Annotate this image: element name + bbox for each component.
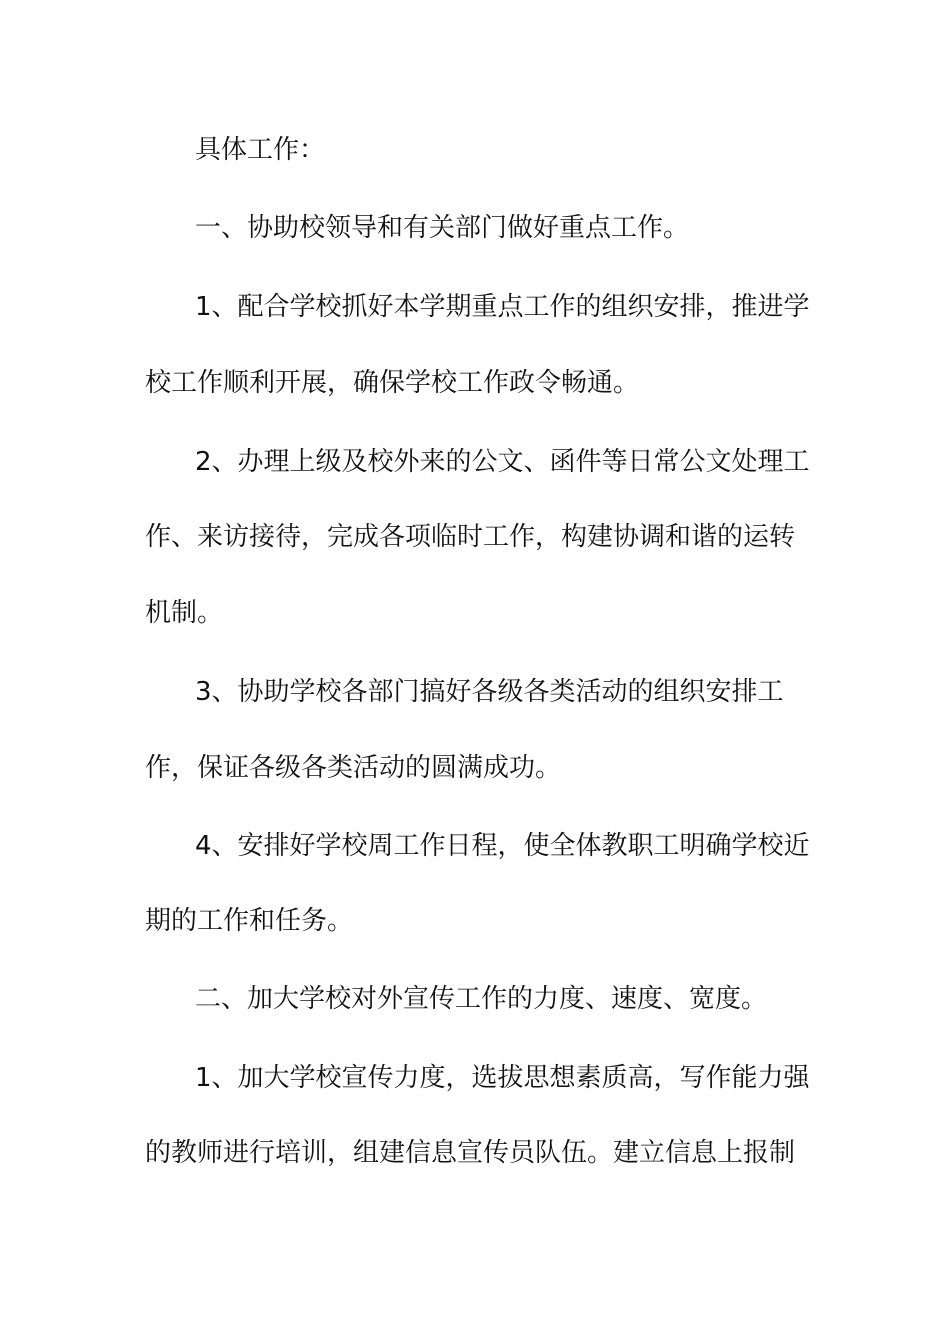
- section-one-title: 一、协助校领导和有关部门做好重点工作。: [195, 213, 690, 243]
- section-one-item-1-line-2: 校工作顺利开展，确保学校工作政令畅通。: [145, 368, 640, 398]
- document-heading: 具体工作：: [195, 135, 326, 165]
- section-two-title: 二、加大学校对外宣传工作的力度、速度、宽度。: [195, 984, 768, 1014]
- section-two-item-1-line-1: 1、加大学校宣传力度，选拔思想素质高，写作能力强: [195, 1063, 810, 1093]
- section-one-item-4-line-1: 4、安排好学校周工作日程，使全体教职工明确学校近: [195, 831, 810, 861]
- section-one-item-2-line-2: 作、来访接待，完成各项临时工作，构建协调和谐的运转: [145, 522, 796, 552]
- section-one-item-4-line-2: 期的工作和任务。: [145, 906, 354, 936]
- section-one-item-2-line-3: 机制。: [145, 598, 224, 628]
- section-one-item-2-line-1: 2、办理上级及校外来的公文、函件等日常公文处理工: [195, 447, 810, 477]
- section-one-item-1-line-1: 1、配合学校抓好本学期重点工作的组织安排，推进学: [195, 292, 810, 322]
- section-one-item-3-line-2: 作，保证各级各类活动的圆满成功。: [145, 753, 562, 783]
- section-two-item-1-line-2: 的教师进行培训，组建信息宣传员队伍。建立信息上报制: [145, 1138, 796, 1168]
- section-one-item-3-line-1: 3、协助学校各部门搞好各级各类活动的组织安排工: [195, 677, 784, 707]
